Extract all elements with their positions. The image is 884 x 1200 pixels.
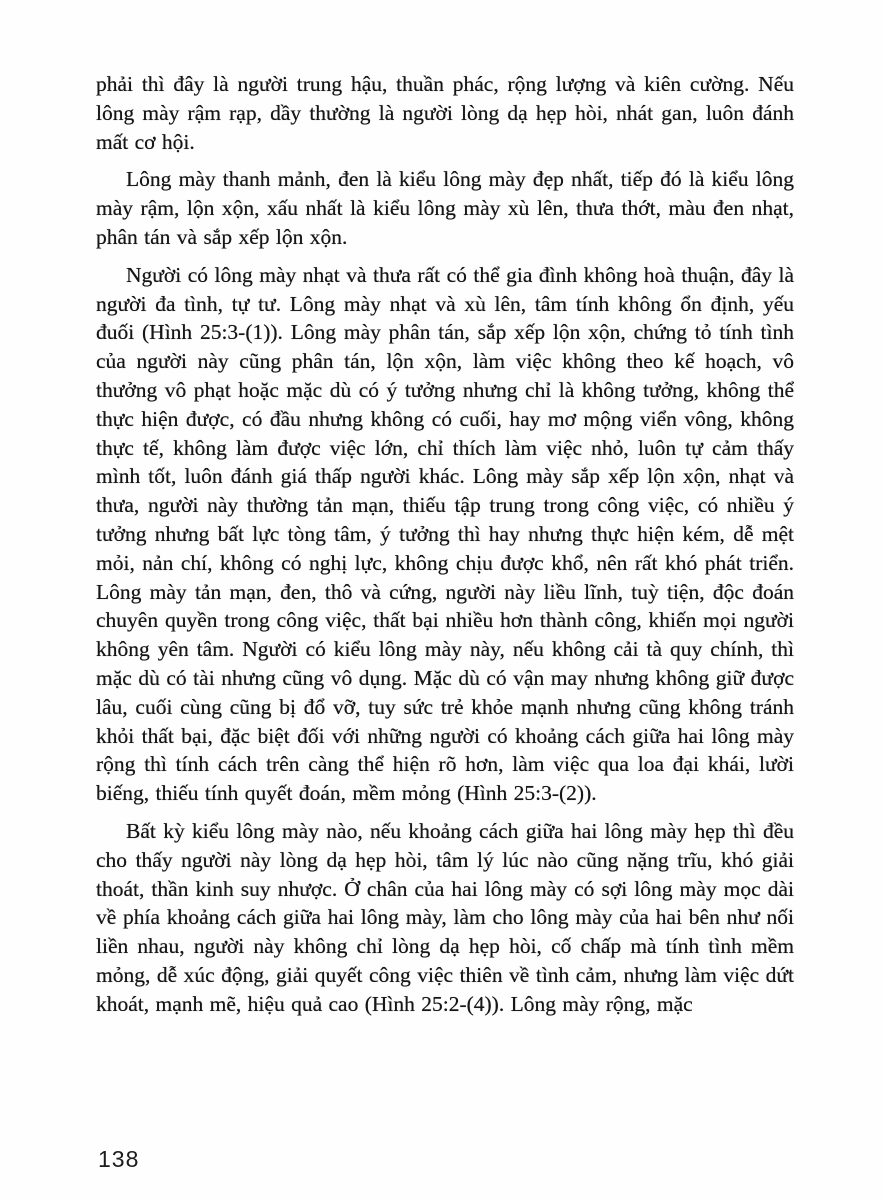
body-text <box>96 70 794 1019</box>
paragraph-eyebrow-types: Lông mày thanh mảnh, đen là kiểu lông mày đẹp nhất, tiếp đó là kiểu lông mày rậm, lộn xộn, xấu nhất là kiểu lông mày xù lên, thưa thớt, màu đen nhạt, phân tán và sắp xếp lộn xộn. <box>96 167 794 249</box>
paragraph-thin-sparse-eyebrows: Người có lông mày nhạt và thưa rất có thể gia đình không hoà thuận, đây là người đa tình, tự tư. Lông mày nhạt và xù lên, tâm tính không ổn định, yếu đuối (Hình 25:3-(1)). Lông mày phân tán, sắp xếp lộn xộn, chứng tỏ tính tình của người này cũng phân tán, lộn xộn, làm việc không theo kế hoạch, vô thưởng vô phạt hoặc mặc dù có ý tưởng nhưng chỉ là không tưởng, không thể thực hiện được, có đầu nhưng không có cuối, hay mơ mộng viển vông, không thực tế, không làm được việc lớn, chỉ thích làm việc nhỏ, luôn tự cảm thấy mình tốt, luôn đánh giá thấp người khác. Lông mày sắp xếp lộn xộn, nhạt và thưa, người này thường tản mạn, thiếu tập trung trong công việc, có nhiều ý tưởng nhưng bất lực tòng tâm, ý tưởng thì hay nhưng thực hiện kém, dễ mệt mỏi, nản chí, không có nghị lực, không chịu được khổ, nên rất khó phát triển. Lông mày tản mạn, đen, thô và cứng, người này liều lĩnh, tuỳ tiện, độc đoán chuyên quyền trong công việc, thất bại nhiều hơn thành công, khiến mọi người không yên tâm. Người có kiểu lông mày này, nếu không cải tà quy chính, thì mặc dù có tài nhưng cũng vô dụng. Mặc dù có vận may nhưng không giữ được lâu, cuối cùng cũng bị đổ vỡ, tuy sức trẻ khỏe mạnh nhưng cũng không tránh khỏi thất bại, đặc biệt đối với những người có khoảng cách giữa hai lông mày rộng thì tính cách trên càng thể hiện rõ hơn, làm việc qua loa đại khái, lười biếng, thiếu tính quyết đoán, mềm mỏng (Hình 25:3-(2)). <box>96 262 794 806</box>
paragraph-narrow-gap-eyebrows: Bất kỳ kiểu lông mày nào, nếu khoảng cách giữa hai lông mày hẹp thì đều cho thấy người này lòng dạ hẹp hòi, tâm lý lúc nào cũng nặng trĩu, khó giải thoát, thần kinh suy nhược. Ở chân của hai lông mày có sợi lông mày mọc dài về phía khoảng cách giữa hai lông mày, làm cho lông mày của hai bên như nối liền nhau, người này không chỉ lòng dạ hẹp hòi, cố chấp mà tính tình mềm mỏng, dễ xúc động, giải quyết công việc thiên về tình cảm, nhưng làm việc dứt khoát, mạnh mẽ, hiệu quả cao (Hình 25:2-(4)). Lông mày rộng, mặc <box>96 818 794 1016</box>
paragraph-continuation: phải thì đây là người trung hậu, thuần phác, rộng lượng và kiên cường. Nếu lông mày rậm rạp, dầy thường là người lòng dạ hẹp hòi, nhát gan, luôn đánh mất cơ hội. <box>96 72 794 154</box>
page-number: 138 <box>98 1146 140 1172</box>
